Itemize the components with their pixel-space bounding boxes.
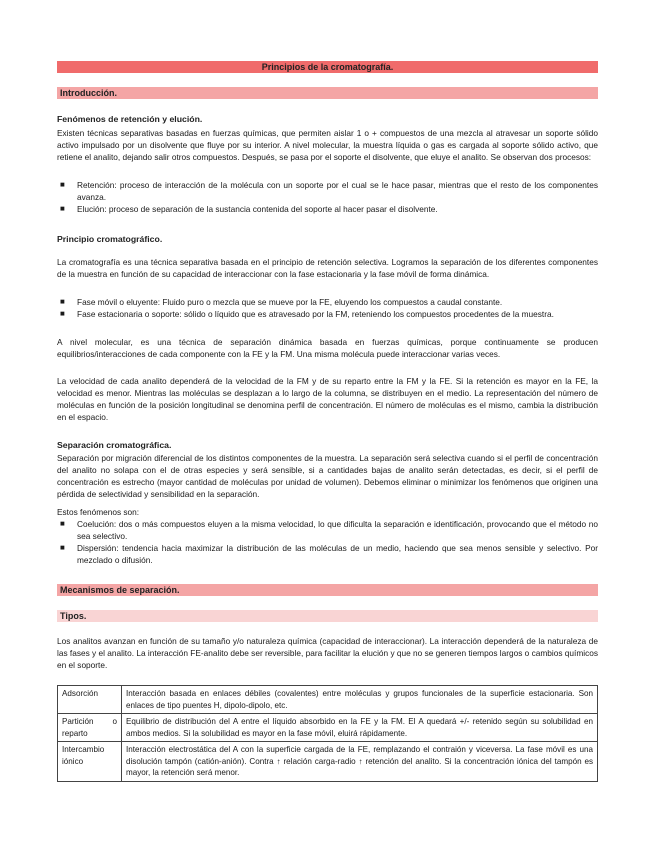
table-cell-description: Interacción electrostática del A con la superficie cargada de la FE, remplazando el contraión y viceversa. La fase móvil es una disolución tampón (catión-anión). Contra ↑ relación carga-radio ↑ retención del analito. Si la concentración iónica del tampón es mayor, la retención será menor.: [122, 742, 598, 782]
bullet-icon: ■: [60, 519, 65, 528]
list-item: ■ Fase móvil o eluyente: Fluido puro o mezcla que se mueve por la FE, eluyendo los compuestos a caudal constante.: [60, 297, 503, 307]
bullet-icon: ■: [60, 543, 65, 552]
mechanisms-table: [57, 685, 598, 782]
list-item: ■ Elución: proceso de separación de la sustancia contenida del soporte al hacer pasar el disolvente.: [60, 204, 438, 214]
table-cell-type: Partición o reparto: [58, 714, 122, 742]
paragraph-fenomenos-lead: Estos fenómenos son:: [57, 507, 140, 517]
bullet-icon: ■: [60, 309, 65, 318]
list-item: ■ Coelución: dos o más compuestos eluyen a la misma velocidad, lo que dificulta la separación e identificación, provocando que el método no sea selectivo.: [60, 519, 598, 541]
list-fenomenos-separacion: [57, 518, 598, 566]
list-item: ■ Fase estacionaria o soporte: sólido o líquido que es atravesado por la FM, reteniendo los compuestos procedentes de la muestra.: [60, 309, 554, 319]
table-cell-description: Equilibrio de distribución del A entre el líquido absorbido en la FE y la FM. El A quedará +/- retenido según su solubilidad en ambos medios. Si la solubilidad es mayor en la fase móvil, eluirá rápidamente.: [122, 714, 598, 742]
paragraph-separacion: Separación por migración diferencial de los distintos componentes de la muestra. La separación será selectiva cuando si el perfil de concentración del analito no solapa con el de otras especies y será sensible, si a cantidades bajas de analito serán detectadas, es decir, si el perfil de concentración es estrecho (mayor cantidad de moléculas por unidad de volumen). Debemos eliminar o minimizar los fenómenos que originen una pérdida de selectividad y sensibilidad en la separación.: [57, 453, 598, 499]
bullet-icon: ■: [60, 204, 65, 213]
table-row: [58, 742, 598, 782]
table-row: [58, 686, 598, 714]
list-fenomenos: [57, 179, 598, 215]
table-cell-type: Adsorción: [58, 686, 122, 714]
bullet-icon: ■: [60, 297, 65, 306]
subsection-heading-tipos: Tipos.: [57, 610, 598, 622]
paragraph-fenomenos: Existen técnicas separativas basadas en fuerzas químicas, que permiten aislar 1 o + compuestos de una mezcla al atravesar un soporte sólido activo impulsado por un disolvente que fluye por su interior. A nivel molecular, la muestra líquida o gas es cargada al soporte sólido activo, que retiene el analito, dejando salir otros compuestos. Después, se pasa por el soporte el disolvente, que eluye el analito. Se observan dos procesos:: [57, 128, 598, 162]
subheading-fenomenos: Fenómenos de retención y elución.: [57, 114, 203, 124]
list-fases: [57, 296, 598, 320]
subheading-principio: Principio cromatográfico.: [57, 234, 163, 244]
table-cell-description: Interacción basada en enlaces débiles (covalentes) entre moléculas y grupos funcionales de la superficie estacionaria. Son enlaces de tipo puentes H, dipolo-dipolo, etc.: [122, 686, 598, 714]
paragraph-principio-1: La cromatografía es una técnica separativa basada en el principio de retención selectiva. Logramos la separación de los diferentes componentes de la muestra en función de su capacidad de interaccionar con la fase estacionaria y la fase móvil de forma dinámica.: [57, 257, 598, 279]
list-item: ■ Retención: proceso de interacción de la molécula con un soporte por el cual se le hace pasar, mientras que el resto de los componentes avanza.: [60, 180, 598, 202]
paragraph-tipos: Los analitos avanzan en función de su tamaño y/o naturaleza química (capacidad de interaccionar). La interacción dependerá de la naturaleza de las fases y el analito. La interacción FE-analito debe ser reversible, para facilitar la elución y que no se generen tiempos largos o cambios químicos en el soporte.: [57, 636, 598, 670]
table-row: [58, 714, 598, 742]
document-title: Principios de la cromatografía.: [57, 61, 598, 73]
section-heading-mecanismos: Mecanismos de separación.: [57, 584, 598, 596]
section-heading-introduccion: Introducción.: [57, 87, 598, 99]
paragraph-principio-2: A nivel molecular, es una técnica de separación dinámica basada en fuerzas químicas, porque continuamente se producen equilibrios/interacciones de cada componente con la FE y la FM. Una misma molécula puede interaccionar varias veces.: [57, 337, 598, 359]
paragraph-principio-3: La velocidad de cada analito dependerá de la velocidad de la FM y de su reparto entre la FM y la FE. Si la retención es mayor en la FE, la velocidad es menor. Mientras las moléculas se desplazan a lo largo de la columna, se distribuyen en el medio. La representación del número de moléculas en función de la posición longitudinal se denomina perfil de concentración. El número de moléculas es el mismo, cambia la distribución en el espacio.: [57, 376, 598, 422]
list-item: ■ Dispersión: tendencia hacia maximizar la distribución de las moléculas de un medio, haciendo que sea menos sensible y selectivo. Por mezclado o difusión.: [60, 543, 598, 565]
subheading-separacion: Separación cromatográfica.: [57, 440, 172, 450]
table-cell-type: Intercambio iónico: [58, 742, 122, 782]
bullet-icon: ■: [60, 180, 65, 189]
